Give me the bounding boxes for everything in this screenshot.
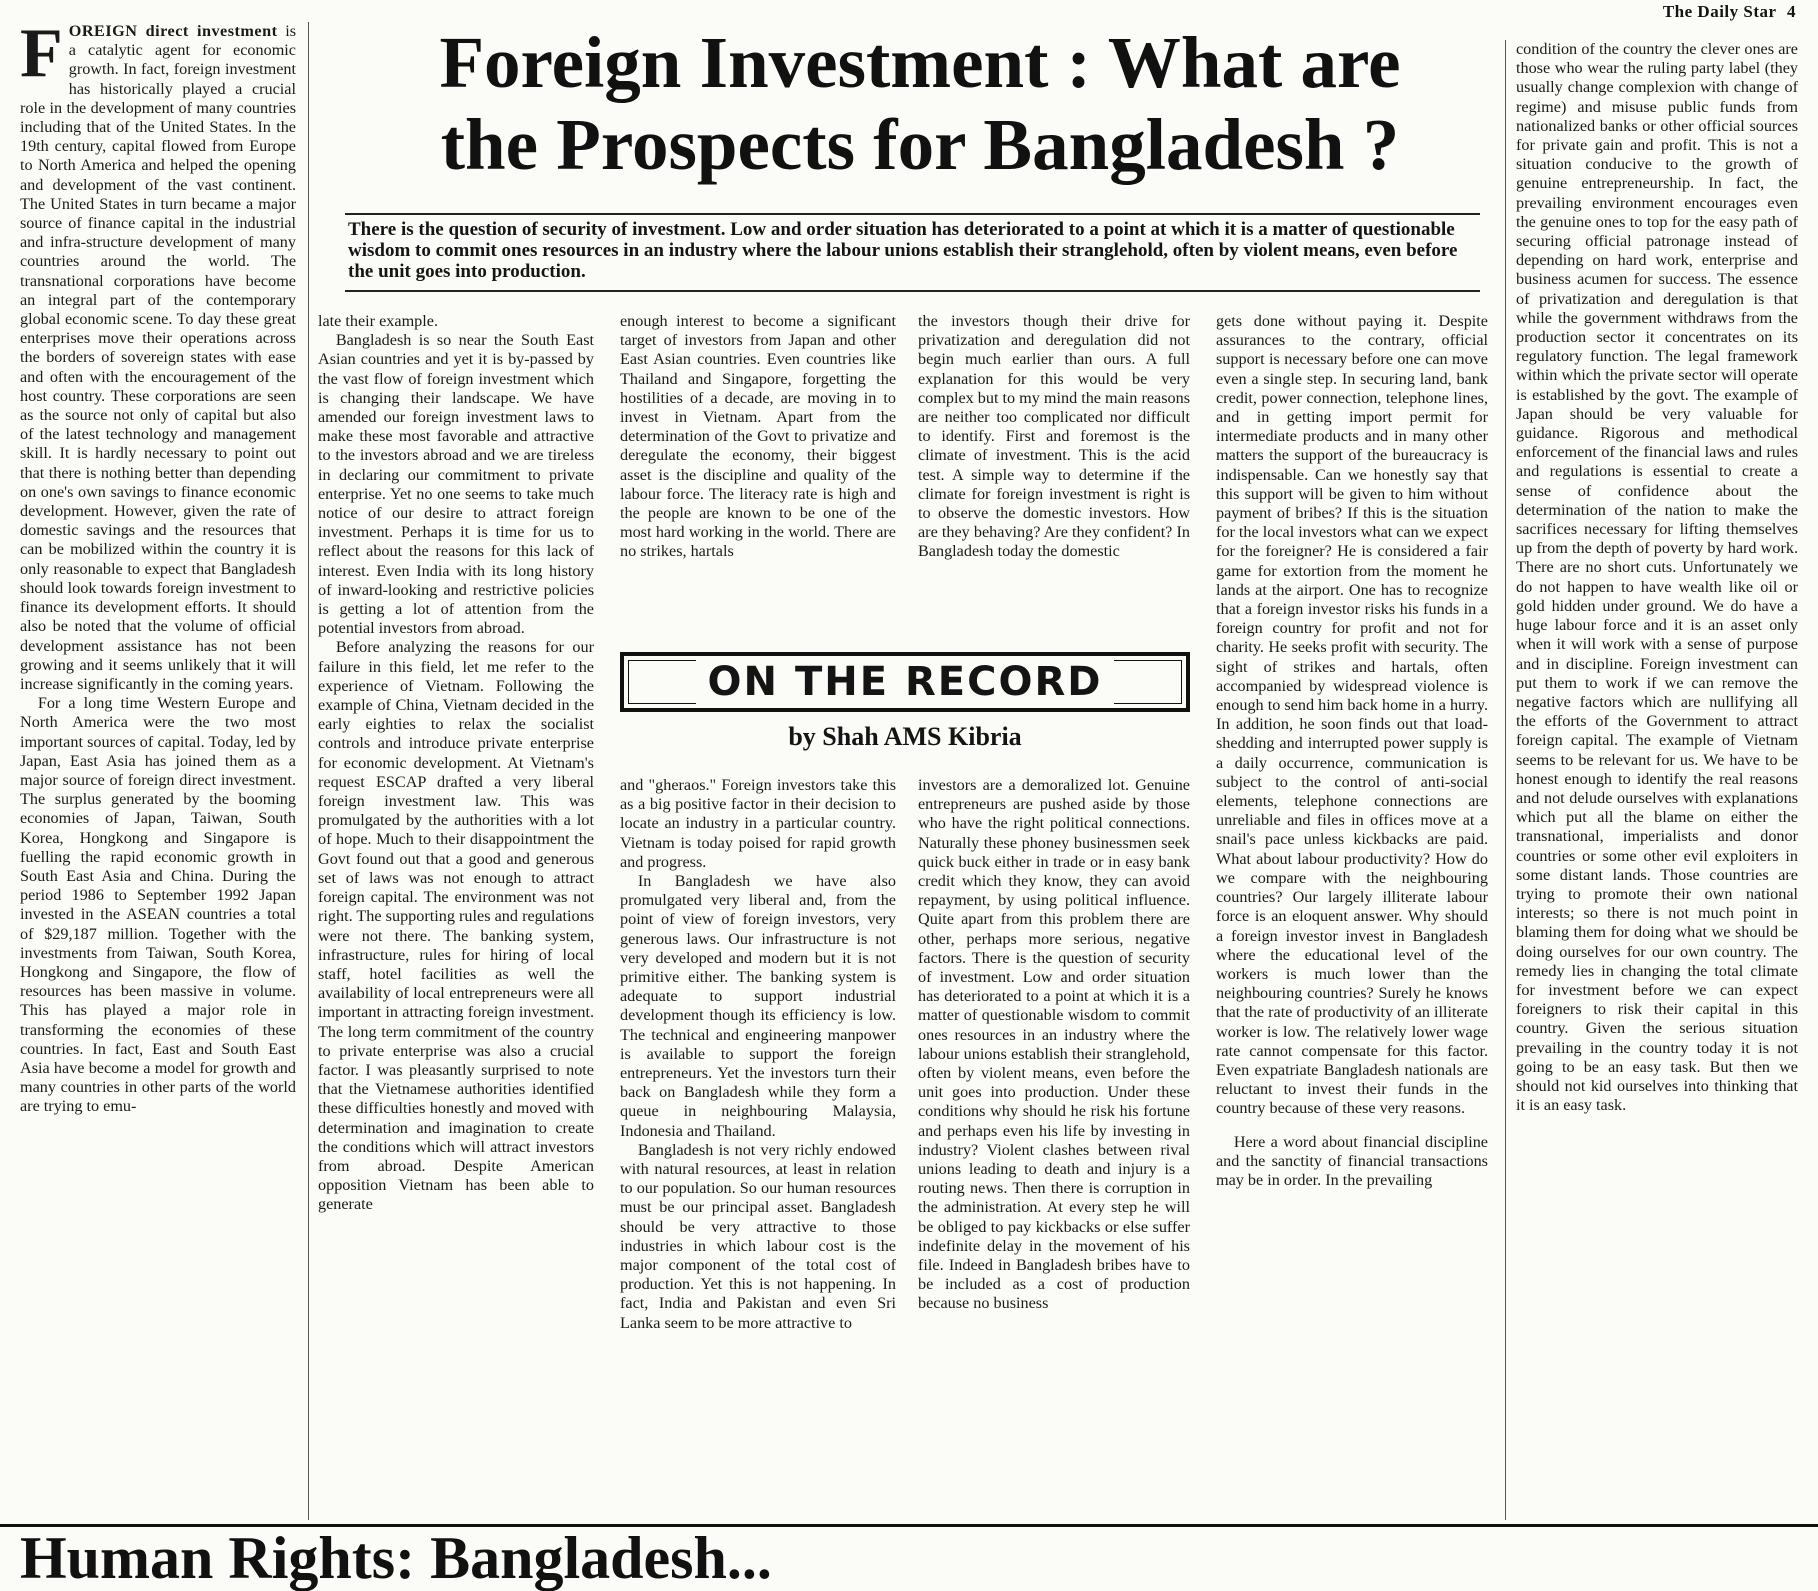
column-3-bottom: [620, 776, 896, 1522]
masthead: [1663, 2, 1796, 22]
column-title-box: [620, 652, 1190, 712]
column-3-bottom-paragraph-1: and "gheraos." Foreign investors take this as a big positive factor in their decision to locate an industry in a particular country. Vietnam is today poised for rapid growth and progress.: [620, 776, 896, 871]
byline: by Shah AMS Kibria: [788, 722, 1022, 751]
column-1-paragraph-2: For a long time Western Europe and North America were the two most important sources of capital. Today, led by Japan, East Asia has joined them as a major source of foreign direct investment. The surplus generated by the booming economies of Japan, Taiwan, South Korea, Hongkong and Singapore is fuelling the rapid economic growth in South East Asia and China. During the period 1986 to September 1992 Japan invested in the ASEAN countries a total of $29,187 million. Together with the investments from Taiwan, South Korea, Hongkong and Singapore, the flow of resources has been massive in volume. This has played a major role in transforming the economies of these countries. In fact, East and South East Asia have become a model for growth and many countries in other parts of the world are trying to emu-: [20, 694, 296, 1116]
paper-name: The Daily Star: [1662, 2, 1777, 21]
column-2-paragraph-2: Bangladesh is so near the South East Asian countries and yet it is by-passed by the vast flow of foreign investment which is changing their landscape. We have amended our foreign investment laws to make these most favorable and attractive to the investors abroad and we are tireless in declaring our commitment to private enterprise. Yet no one seems to take much notice of our desire to attract foreign investment. Perhaps it is time for us to reflect about the reasons for this lack of interest. Even India with its long history of inward-looking and restrictive policies is getting a lot of attention from the potential investors from abroad.: [318, 331, 594, 638]
column-rule-1: [308, 22, 309, 1520]
column-2: [318, 312, 594, 1522]
column-1-paragraph-1: is a catalytic agent for economic growth. In fact, foreign investment has historically played a crucial role in the development of many countries including that of the United States. In the 19th century, capital flowed from Europe to North America and helped the opening and development of the vast continent. The United States in turn became a major source of finance capital in the industrial and infra-structure development of many countries around the world. The transnational corporations have become an integral part of the contemporary global economic scene. To day these great enterprises move their operations across the borders of sovereign states with ease and often with the encouragement of the host country. These corporations are seen as the source not only of capital but also of the latest technology and management skill. It is hardly necessary to point out that there is nothing better than depending on one's own savings to finance economic development. However, given the rate of domestic savings and the resources that can be mobilized within the country it is only reasonable to expect that Bangladesh should look towards foreign investment to finance its development efforts. It should also be noted that the volume of official development assistance has not been growing and it seems unlikely that it will increase significantly in the coming years.: [20, 22, 297, 693]
column-title: ON THE RECORD: [696, 660, 1115, 704]
article-headline: [345, 22, 1495, 186]
deck-top-rule: [345, 213, 1480, 215]
page-number: 4: [1787, 2, 1796, 21]
next-article-headline-fragment: Human Rights: Bangladesh...: [20, 1525, 772, 1591]
column-6: [1516, 40, 1798, 1522]
column-1: [20, 15, 297, 1522]
column-4-top-paragraph: the investors though their drive for privatization and deregulation did not begin much earlier than ours. A full explanation for this would be very complex but to my mind the main reasons are neither too complicated nor difficult to identify. First and foremost is the climate of investment. This is the acid test. A simple way to determine if the climate for foreign investment is right is to observe the domestic investors. How are they behaving? Are they confident? In Bangladesh today the domestic: [918, 312, 1190, 561]
column-4-top: [918, 312, 1190, 637]
column-5: [1216, 312, 1488, 1522]
headline-line-2: the Prospects for Bangladesh ?: [440, 104, 1400, 185]
drop-cap: F: [20, 15, 63, 92]
column-5-paragraph-1: gets done without paying it. Despite assurances to the contrary, official support is necessary before one can move even a single step. In securing land, bank credit, power connection, telephone lines, and in getting import permit for intermediate products and in many other matters the support of the bureaucracy is indispensable. Can we honestly say that this support will be given to him without payment of bribes? If this is the situation for the local investors what can we expect for the foreigner? He is considered a fair game for extortion from the moment he lands at the airport. One has to recognize that a foreign investor risks his funds in a foreign country for profit and not for charity. He seeks profit with security. The sight of strikes and hartals, often accompanied by widespread violence is enough to send him back home in a hurry. In addition, he soon finds out that load-shedding and interrupted power supply is a daily occurrence, communication is subject to the control of anti-social elements, telephone connections are unreliable and files in offices move at a snail's pace unless kickbacks are paid. What about labour productivity? How do we compare with the neighbouring countries? Our largely illiterate labour force is an eloquent answer. Why should a foreign investor invest in Bangladesh where the educational level of the workers is much lower than the neighbouring countries? Surely he knows that the rate of productivity of an illiterate worker is low. The relatively lower wage rate cannot compensate for this factor. Even expatriate Bangladesh nationals are reluctant to invest their funds in the country because of these very reasons.: [1216, 312, 1488, 1118]
column-3-bottom-paragraph-3: Bangladesh is not very richly endowed with natural resources, at least in relation to our population. So our human resources must be our principal asset. Bangladesh should be very attractive to those industries in which labour cost is the major component of the total cost of production. Yet this is not happening. In fact, India and Pakistan and even Sri Lanka seem to be more attractive to: [620, 1140, 896, 1332]
article-deck: There is the question of security of investment. Low and order situation has deteriorated to a point at which it is a matter of questionable wisdom to commit ones resources in an industry where the labour unions establish their stranglehold, often by violent means, even before the unit goes into production.: [348, 219, 1458, 282]
deck-bottom-rule: [345, 290, 1480, 292]
headline-line-1: Foreign Investment : What are: [439, 22, 1401, 103]
column-5-paragraph-2: Here a word about financial discipline and the sanctity of financial transactions may be in order. In the prevailing: [1216, 1132, 1488, 1189]
column-4-bottom-paragraph: investors are a demoralized lot. Genuine entrepreneurs are pushed aside by those who have the right political connections. Naturally these phoney businessmen seek quick buck either in trade or in easy bank credit which they know, they can avoid repayment, by using political influence. Quite apart from this problem there are other, perhaps more serious, negative factors. There is the question of security of investment. Low and order situation has deteriorated to a point at which it is a matter of questionable wisdom to commit ones resources in an industry where the labour unions establish their stranglehold, often by violent means, even before the unit goes into production. Under these conditions why should he risk his fortune and perhaps even his life by investing in industry? Violent clashes between rival unions leading to death and injury is a routing news. Then there is corruption in the administration. At every step he will be obliged to pay kickbacks or else suffer indefinite delay in the movement of his file. Indeed in Bangladesh bribes have to be included as a cost of production because no business: [918, 776, 1190, 1313]
column-3-top-paragraph: enough interest to become a significant target of investors from Japan and other East Asian countries. Even countries like Thailand and Singapore, forgetting the hostilities of a decade, are moving in to invest in Vietnam. Apart from the determination of the Govt to privatize and deregulate the economy, their biggest asset is the discipline and quality of the labour force. The literacy rate is high and the people are known to be one of the most hard working in the world. There are no strikes, hartals: [620, 312, 896, 561]
column-4-bottom: [918, 776, 1190, 1522]
column-6-paragraph: condition of the country the clever ones are those who wear the ruling party label (they usually change complexion with change of regime) and misuse public funds from nationalized banks or other official sources for private gain and profit. This is not a situation conducive to the growth of genuine entrepreneurship. In fact, the prevailing environment encourages even the genuine ones to top for the easy path of securing official patronage instead of depending on hard work, enterprise and business acumen for success. The essence of privatization and deregulation is that while the government withdraws from the production sector it concentrates on its regulatory function. The legal framework within which the private sector will operate is established by the govt. The example of Japan should be very valuable for guidance. Rigorous and methodical enforcement of the financial laws and rules and regulations is essential to create a sense of confidence about the determination of the nation to make the sacrifices necessary for lifting themselves up from the depth of poverty by hard work. There are no short cuts. Unfortunately we do not happen to have wealth like oil or gold hidden under ground. We do have a huge labour force and it is an asset only when it will work with a sense of purpose and in discipline. Foreign investment can put them to work if we can remove the negative factors which are nullifying all the efforts of the Government to attract foreign capital. The example of Vietnam seems to be relevant for us. We have to be honest enough to identify the real reasons and not delude ourselves with explanations which put all the blame on either the transnational, imperialists and donor countries or some other evil exploiters in some distant lands. Those countries are trying to promote their own national interests; so there is not much point in blaming them for doing what we should be doing ourselves for our own country. The remedy lies in changing the total climate for investment before we can expect foreigners to risk their capital in this country. Given the serious situation prevailing in the country today it is not going to be an easy task. But then we should not kid ourselves into thinking that it is an easy task.: [1516, 40, 1798, 1115]
column-2-paragraph-1: late their example.: [318, 312, 438, 330]
column-3-top: [620, 312, 896, 637]
column-rule-2: [1505, 40, 1506, 1520]
lead-in: OREIGN direct investment: [68, 22, 278, 40]
column-3-bottom-paragraph-2: In Bangladesh we have also promulgated very liberal and, from the point of view of foreign investors, very generous laws. Our infrastructure is not very developed and modern but it is not primitive either. The banking system is adequate to support industrial development though its efficiency is low. The technical and engineering manpower is available to support the foreign entrepreneurs. Yet the investors turn their back on Bangladesh while they form a queue in neighbouring Malaysia, Indonesia and Thailand.: [620, 872, 896, 1140]
column-2-paragraph-3: Before analyzing the reasons for our failure in this field, let me refer to the experience of Vietnam. Following the example of China, Vietnam decided in the early eighties to relax the socialist controls and introduce private enterprise for economic development. At Vietnam's request ESCAP drafted a very liberal foreign investment law. This was promulgated by the authorities with a lot of hope. Much to their disappointment the Govt found out that a good and generous set of laws was not enough to attract foreign capital. The environment was not right. The supporting rules and regulations were not there. The banking system, infrastructure, rules for hiring of local staff, hotel facilities as well the availability of local entrepreneurs were all important in attracting foreign investment. The long term commitment of the country to private enterprise was also a crucial factor. I was pleasantly surprised to note that the Vietnamese authorities identified these difficulties honestly and moved with determination and imagination to create the conditions which will attract investors from abroad. Despite American opposition Vietnam has been able to generate: [318, 638, 594, 1214]
